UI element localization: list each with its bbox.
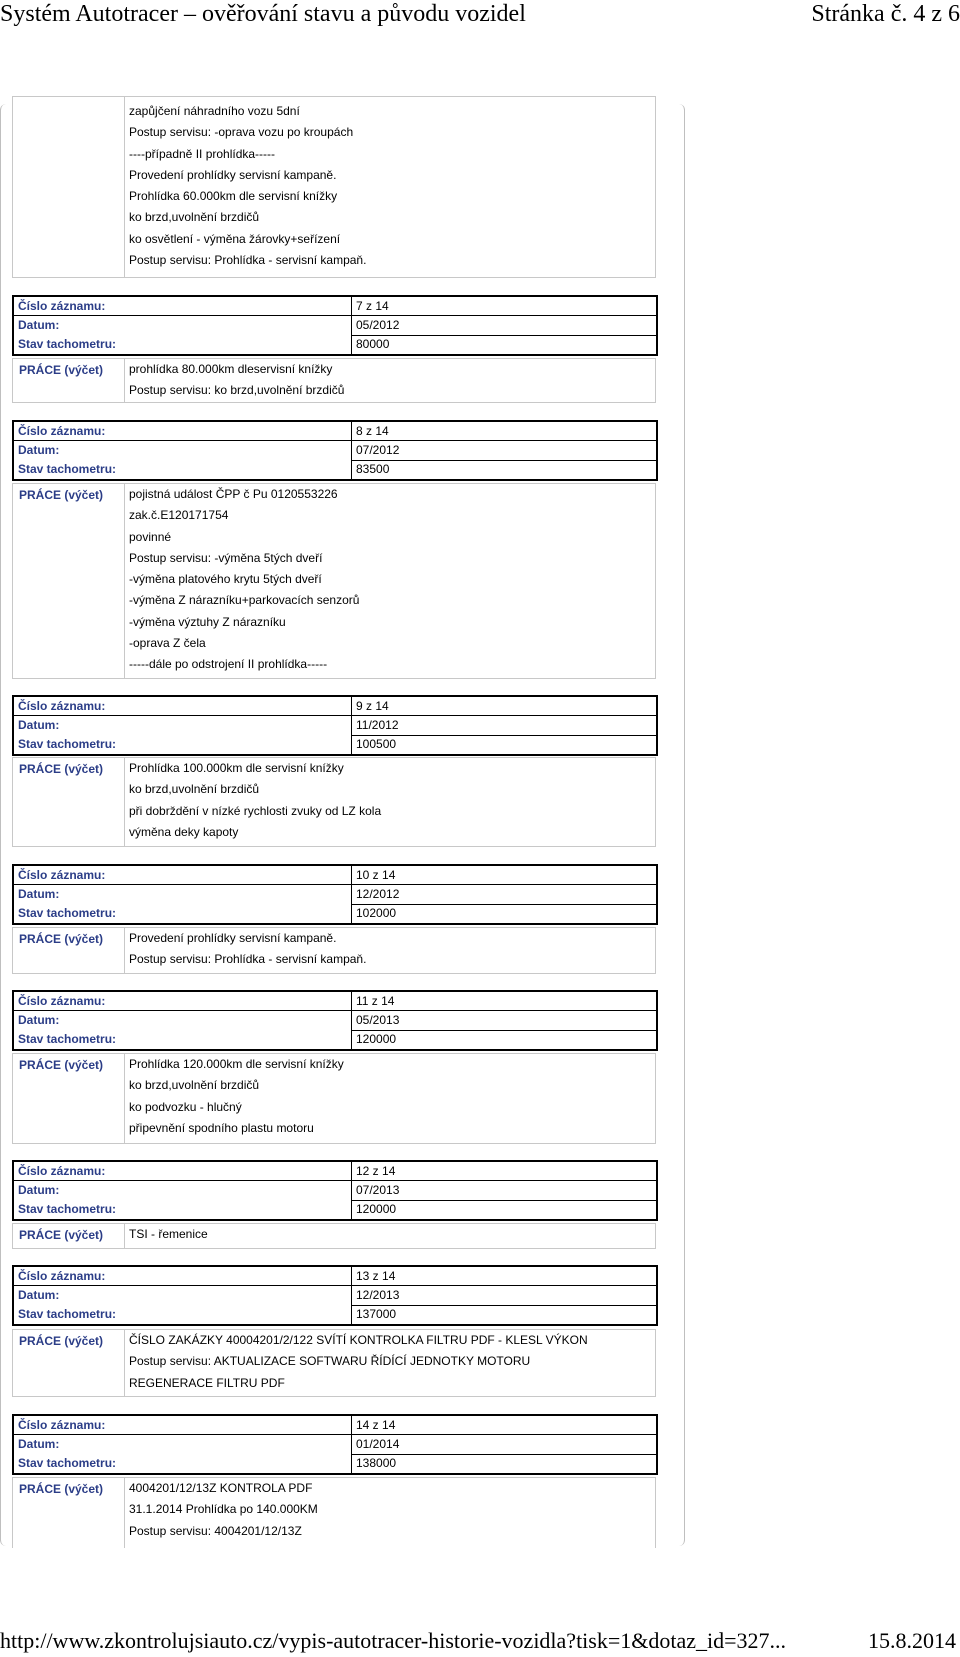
record-date: 07/2013 <box>356 1183 400 1197</box>
works-label: PRÁCE (výčet) <box>19 932 104 946</box>
works-block <box>12 483 656 679</box>
work-line: Provedení prohlídky servisní kampaně. <box>129 931 337 945</box>
record-number: 13 z 14 <box>356 1269 396 1283</box>
work-line: zak.č.E120171754 <box>129 508 229 523</box>
record-number: 12 z 14 <box>356 1164 396 1178</box>
work-line: výměna deky kapoty <box>129 824 239 839</box>
work-line: 4004201/12/13Z KONTROLA PDF <box>129 1481 313 1495</box>
work-line: -výměna platového krytu 5tých dveří <box>129 572 322 587</box>
works-label: PRÁCE (výčet) <box>19 1334 104 1348</box>
record-summary <box>12 1265 658 1326</box>
record-summary <box>12 990 658 1051</box>
work-line: ČÍSLO ZAKÁZKY 40004201/2/122 SVÍTÍ KONTROLKA FILTRU PDF - KLESL VÝKON <box>129 1333 588 1347</box>
date-label: Datum: <box>18 443 60 457</box>
works-divider <box>124 97 125 277</box>
works-label: PRÁCE (výčet) <box>19 1482 104 1496</box>
odometer-label: Stav tachometru: <box>18 737 117 751</box>
record-number: 7 z 14 <box>356 299 389 313</box>
work-line: Postup servisu: 4004201/12/13Z <box>129 1523 302 1538</box>
odometer-label: Stav tachometru: <box>18 1202 117 1216</box>
record-odometer: 83500 <box>356 462 390 476</box>
works-block <box>12 1329 656 1397</box>
odometer-label: Stav tachometru: <box>18 1032 117 1046</box>
record-odometer: 120000 <box>356 1032 397 1046</box>
work-line: TSI - řemenice <box>129 1227 208 1241</box>
record-number-label: Číslo záznamu: <box>18 424 106 438</box>
works-block-continued <box>12 96 656 278</box>
works-label: PRÁCE (výčet) <box>19 1058 104 1072</box>
work-line: povinné <box>129 529 172 544</box>
record-date: 01/2014 <box>356 1437 400 1451</box>
work-line: zapůjčení náhradního vozu 5dní <box>129 104 300 118</box>
work-line: Postup servisu: ko brzd,uvolnění brzdičů <box>129 383 345 398</box>
date-label: Datum: <box>18 718 60 732</box>
work-line: ko brzd,uvolnění brzdičů <box>129 782 260 797</box>
record-odometer: 100500 <box>356 737 397 751</box>
record-date: 05/2012 <box>356 318 400 332</box>
odometer-label: Stav tachometru: <box>18 1456 117 1470</box>
record-number-label: Číslo záznamu: <box>18 868 106 882</box>
page-url: http://www.zkontrolujsiauto.cz/vypis-autotracer-historie-vozidla?tisk=1&dotaz_id=327... <box>0 1628 787 1653</box>
record-odometer: 120000 <box>356 1202 397 1216</box>
work-line: při dobrždění v nízké rychlosti zvuky od LZ kola <box>129 803 382 818</box>
work-line: ----případně II prohlídka----- <box>129 146 276 161</box>
record-summary <box>12 295 658 356</box>
work-line: Prohlídka 120.000km dle servisní knížky <box>129 1057 344 1071</box>
work-line: -výměna Z nárazníku+parkovacích senzorů <box>129 593 360 608</box>
record-number-label: Číslo záznamu: <box>18 1164 106 1178</box>
work-line: -výměna výztuhy Z nárazníku <box>129 614 286 629</box>
works-lines <box>129 101 366 271</box>
odometer-label: Stav tachometru: <box>18 906 117 920</box>
work-line: ko osvětlení - výměna žárovky+seřízení <box>129 231 341 246</box>
work-line: pojistná událost ČPP č Pu 0120553226 <box>129 487 338 501</box>
record-odometer: 138000 <box>356 1456 397 1470</box>
record-date: 11/2012 <box>356 718 399 732</box>
work-line: Postup servisu: -oprava vozu po kroupách <box>129 125 354 140</box>
work-line: Postup servisu: -výměna 5tých dveří <box>129 550 323 565</box>
record-date: 12/2012 <box>356 887 400 901</box>
record-number-label: Číslo záznamu: <box>18 994 106 1008</box>
works-block <box>12 927 656 974</box>
page-number: Stránka č. 4 z 6 <box>811 1 960 27</box>
date-label: Datum: <box>18 1013 60 1027</box>
record-number: 8 z 14 <box>356 424 389 438</box>
date-label: Datum: <box>18 318 60 332</box>
record-number-label: Číslo záznamu: <box>18 1269 106 1283</box>
date-label: Datum: <box>18 1437 60 1451</box>
record-number-label: Číslo záznamu: <box>18 699 106 713</box>
date-label: Datum: <box>18 1183 60 1197</box>
print-date: 15.8.2014 <box>868 1628 956 1653</box>
works-block <box>12 757 656 847</box>
record-summary <box>12 1414 658 1475</box>
work-line: Prohlídka 100.000km dle servisní knížky <box>129 761 344 775</box>
record-date: 07/2012 <box>356 443 400 457</box>
works-block <box>12 1053 656 1144</box>
work-line: ko brzd,uvolnění brzdičů <box>129 210 260 225</box>
work-line: Postup servisu: AKTUALIZACE SOFTWARU ŘÍDÍCÍ JEDNOTKY MOTORU <box>129 1354 531 1369</box>
record-number-label: Číslo záznamu: <box>18 1418 106 1432</box>
odometer-label: Stav tachometru: <box>18 462 117 476</box>
work-line: ko brzd,uvolnění brzdičů <box>129 1078 260 1093</box>
work-line: REGENERACE FILTRU PDF <box>129 1375 285 1390</box>
page-header-title: Systém Autotracer – ověřování stavu a původu vozidel <box>0 1 526 27</box>
record-date: 12/2013 <box>356 1288 400 1302</box>
record-summary <box>12 695 658 756</box>
date-label: Datum: <box>18 1288 60 1302</box>
works-label: PRÁCE (výčet) <box>19 488 104 502</box>
work-line: prohlídka 80.000km dleservisní knížky <box>129 362 333 376</box>
record-odometer: 137000 <box>356 1307 397 1321</box>
work-line: Postup servisu: Prohlídka - servisní kampaň. <box>129 952 367 967</box>
odometer-label: Stav tachometru: <box>18 337 117 351</box>
record-summary <box>12 420 658 481</box>
record-number: 10 z 14 <box>356 868 396 882</box>
work-line: Postup servisu: Prohlídka - servisní kampaň. <box>129 253 367 268</box>
record-summary <box>12 864 658 925</box>
work-line: 31.1.2014 Prohlídka po 140.000KM <box>129 1502 318 1517</box>
record-summary <box>12 1160 658 1221</box>
works-block <box>12 1223 656 1249</box>
works-block <box>12 358 656 403</box>
odometer-label: Stav tachometru: <box>18 1307 117 1321</box>
record-odometer: 80000 <box>356 337 390 351</box>
record-number-label: Číslo záznamu: <box>18 299 106 313</box>
works-block <box>12 1477 656 1548</box>
work-line: ko podvozku - hlučný <box>129 1099 242 1114</box>
record-odometer: 102000 <box>356 906 397 920</box>
record-date: 05/2013 <box>356 1013 400 1027</box>
works-label: PRÁCE (výčet) <box>19 363 104 377</box>
record-number: 9 z 14 <box>356 699 389 713</box>
work-line: -----dále po odstrojení II prohlídka----- <box>129 657 328 672</box>
works-label: PRÁCE (výčet) <box>19 1228 104 1242</box>
date-label: Datum: <box>18 887 60 901</box>
record-number: 11 z 14 <box>356 994 395 1008</box>
record-number: 14 z 14 <box>356 1418 396 1432</box>
work-line: Provedení prohlídky servisní kampaně. <box>129 167 337 182</box>
work-line: -oprava Z čela <box>129 636 206 651</box>
works-label: PRÁCE (výčet) <box>19 762 104 776</box>
work-line: Prohlídka 60.000km dle servisní knížky <box>129 189 338 204</box>
work-line: připevnění spodního plastu motoru <box>129 1120 314 1135</box>
